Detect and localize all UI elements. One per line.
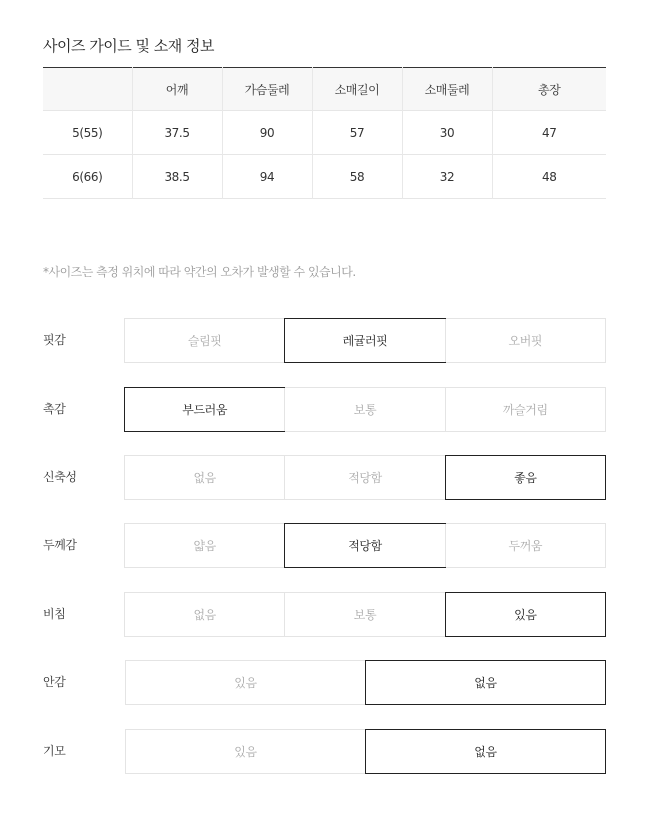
table-cell: 47 xyxy=(492,111,606,155)
table-header-cell: 소매길이 xyxy=(312,68,402,111)
attribute-row-sheerness xyxy=(43,592,606,637)
option-yes: 있음 xyxy=(234,676,257,690)
option-rough: 까슬거림 xyxy=(445,388,605,431)
option-over-fit: 오버핏 xyxy=(445,319,605,362)
option-group xyxy=(124,318,606,363)
option-group xyxy=(125,729,606,774)
attribute-label: 신축성 xyxy=(43,470,77,484)
attribute-row-touch xyxy=(43,387,606,432)
table-cell: 32 xyxy=(402,155,492,199)
option-regular-fit: 레귤러핏 xyxy=(284,319,444,362)
size-guide-table xyxy=(43,67,606,199)
option-group xyxy=(124,455,606,500)
table-header-cell: 총장 xyxy=(492,68,606,111)
option-moderate: 적당함 xyxy=(284,524,444,567)
option-yes: 있음 xyxy=(445,593,605,636)
table-header-cell: 어깨 xyxy=(132,68,222,111)
attribute-label: 두께감 xyxy=(43,538,77,552)
table-cell: 57 xyxy=(312,111,402,155)
option-group xyxy=(124,523,606,568)
table-cell: 38.5 xyxy=(132,155,222,199)
option-thin: 얇음 xyxy=(193,539,216,553)
attribute-row-elasticity xyxy=(43,455,606,500)
page-title: 사이즈 가이드 및 소재 정보 xyxy=(43,37,214,55)
attribute-row-thickness xyxy=(43,523,606,568)
table-cell: 90 xyxy=(222,111,312,155)
table-cell: 5(55) xyxy=(72,125,103,140)
option-none: 없음 xyxy=(193,471,216,485)
option-yes: 있음 xyxy=(234,745,257,759)
attribute-row-fit xyxy=(43,318,606,363)
table-header-cell: 소매둘레 xyxy=(402,68,492,111)
table-cell: 6(66) xyxy=(72,169,103,184)
option-group xyxy=(124,387,606,432)
table-cell: 37.5 xyxy=(132,111,222,155)
table-cell: 48 xyxy=(492,155,606,199)
attribute-label: 비침 xyxy=(43,607,66,621)
option-slim-fit: 슬림핏 xyxy=(187,334,222,348)
option-normal: 보통 xyxy=(284,388,444,431)
attribute-row-lining xyxy=(43,660,606,705)
option-none: 없음 xyxy=(365,730,605,773)
option-none: 없음 xyxy=(365,661,605,704)
option-thick: 두꺼움 xyxy=(445,524,605,567)
table-cell: 30 xyxy=(402,111,492,155)
table-header-row xyxy=(43,68,606,111)
option-none: 없음 xyxy=(193,608,216,622)
option-normal: 보통 xyxy=(284,593,444,636)
table-header-cell xyxy=(43,68,132,111)
attribute-label: 핏감 xyxy=(43,333,66,347)
attribute-row-brushed xyxy=(43,729,606,774)
attribute-label: 기모 xyxy=(43,744,66,758)
size-disclaimer-note: *사이즈는 측정 위치에 따라 약간의 오차가 발생할 수 있습니다. xyxy=(43,265,356,279)
attribute-label: 안감 xyxy=(43,675,66,689)
option-soft: 부드러움 xyxy=(125,388,284,431)
table-cell: 94 xyxy=(222,155,312,199)
option-moderate: 적당함 xyxy=(284,456,444,499)
option-group xyxy=(125,660,606,705)
table-row xyxy=(43,111,606,155)
table-header-cell: 가슴둘레 xyxy=(222,68,312,111)
option-group xyxy=(124,592,606,637)
table-row xyxy=(43,155,606,199)
attribute-label: 촉감 xyxy=(43,402,66,416)
table-cell: 58 xyxy=(312,155,402,199)
option-good: 좋음 xyxy=(445,456,605,499)
